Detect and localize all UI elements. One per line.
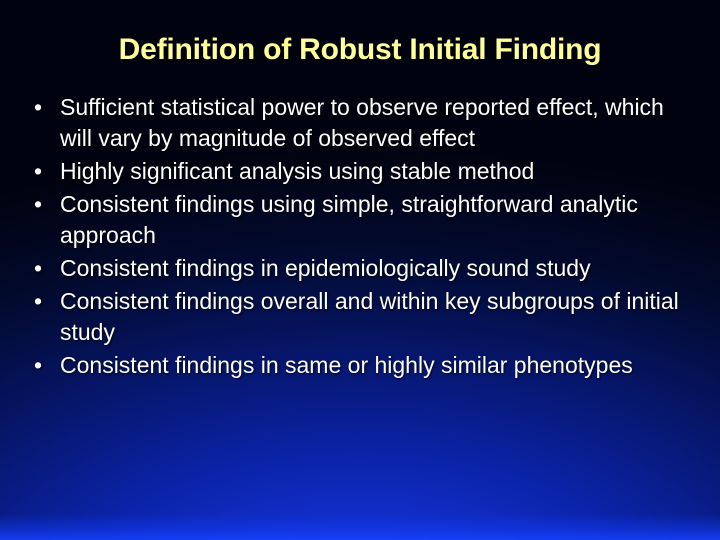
list-item bbox=[34, 286, 686, 348]
list-item-text: Consistent findings using simple, straightforward analytic approach bbox=[60, 191, 638, 248]
list-item-text: Highly significant analysis using stable method bbox=[60, 158, 535, 184]
list-item bbox=[34, 189, 686, 251]
list-item-text: Consistent findings overall and within key subgroups of initial study bbox=[60, 288, 679, 345]
bullet-icon: • bbox=[34, 191, 43, 217]
bullet-icon: • bbox=[34, 158, 43, 184]
list-item-text: Consistent findings in epidemiologically sound study bbox=[60, 255, 591, 281]
bullet-icon: • bbox=[34, 94, 43, 120]
bullet-list bbox=[34, 92, 686, 383]
list-item-text: Consistent findings in same or highly similar phenotypes bbox=[60, 352, 633, 378]
list-item bbox=[34, 350, 686, 381]
list-item bbox=[34, 92, 686, 154]
list-item-text: Sufficient statistical power to observe reported effect, which will vary by magnitude of observed effect bbox=[60, 94, 664, 151]
bullet-icon: • bbox=[34, 255, 43, 281]
bullet-icon: • bbox=[34, 352, 43, 378]
page-title: Definition of Robust Initial Finding bbox=[118, 33, 602, 66]
list-item bbox=[34, 253, 686, 284]
list-item bbox=[34, 156, 686, 187]
bullet-icon: • bbox=[34, 288, 43, 314]
